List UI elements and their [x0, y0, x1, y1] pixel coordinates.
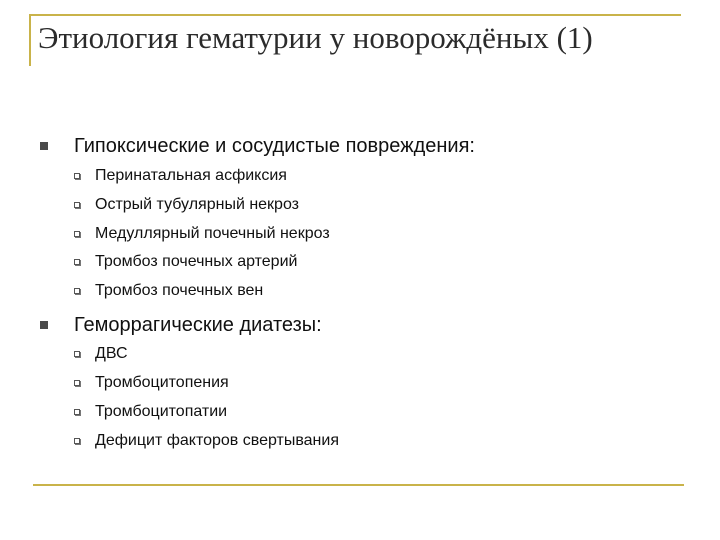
- square-bullet-icon: [40, 142, 48, 150]
- list-item: [74, 279, 263, 303]
- title-frame-top: [29, 14, 681, 16]
- list-item: [74, 371, 229, 395]
- hollow-square-bullet-icon: [74, 173, 80, 179]
- slide-title: Этиология гематурии у новорождёных (1): [38, 20, 593, 55]
- hollow-square-bullet-icon: [74, 380, 80, 386]
- hollow-square-bullet-icon: [74, 409, 80, 415]
- hollow-square-bullet-icon: [74, 259, 80, 265]
- hollow-square-bullet-icon: [74, 438, 80, 444]
- hollow-square-bullet-icon: [74, 231, 80, 237]
- list-item-label: ДВС: [95, 345, 128, 362]
- bottom-rule: [33, 484, 684, 486]
- list-item-label: Тромбоз почечных артерий: [95, 253, 298, 270]
- list-item: [74, 342, 128, 366]
- list-item-label: Острый тубулярный некроз: [95, 196, 300, 213]
- list-item-label: Тромбоцитопения: [95, 374, 229, 391]
- title-frame-left: [29, 14, 31, 66]
- bullet-section-hypoxic: [40, 132, 475, 160]
- hollow-square-bullet-icon: [74, 351, 80, 357]
- square-bullet-icon: [40, 321, 48, 329]
- list-item-label: Тромбоз почечных вен: [95, 282, 264, 299]
- list-item: [74, 400, 227, 424]
- list-item-label: Медуллярный почечный некроз: [95, 225, 330, 242]
- list-item: [74, 193, 299, 217]
- list-item-label: Тромбоцитопатии: [95, 403, 228, 420]
- hollow-square-bullet-icon: [74, 288, 80, 294]
- list-item-label: Перинатальная асфиксия: [95, 167, 287, 184]
- bullet-section-hemorrhagic: [40, 311, 322, 339]
- list-item-label: Дефицит факторов свертывания: [95, 432, 339, 449]
- list-item: [74, 250, 297, 274]
- section-heading: Гипоксические и сосудистые повреждения:: [74, 134, 475, 157]
- list-item: [74, 222, 330, 246]
- list-item: [74, 164, 287, 188]
- list-item: [74, 429, 339, 453]
- section-heading: Геморрагические диатезы:: [74, 313, 322, 336]
- hollow-square-bullet-icon: [74, 202, 80, 208]
